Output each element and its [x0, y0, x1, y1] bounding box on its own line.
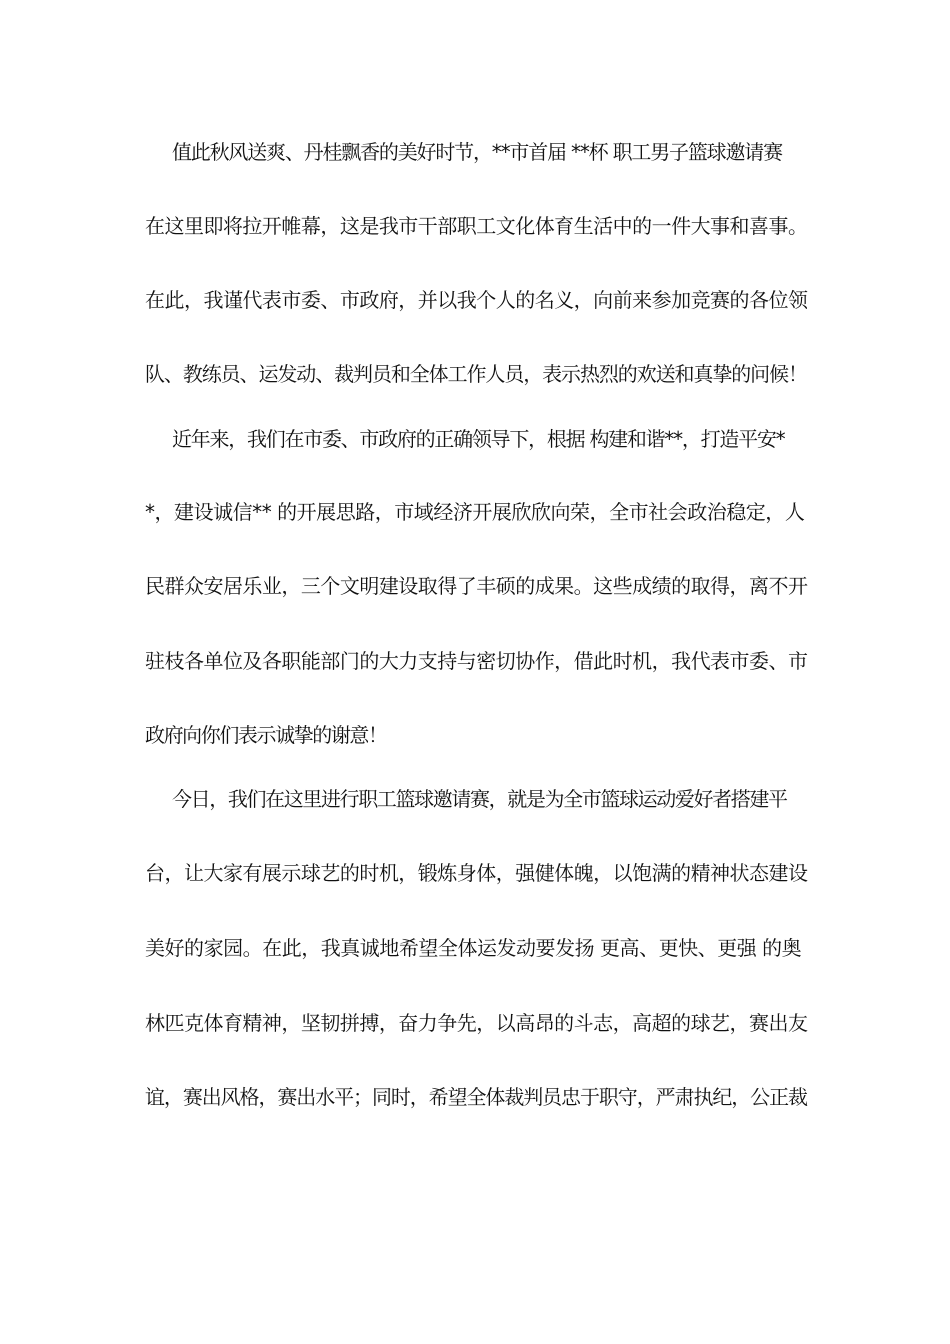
- paragraph-3-line-3: 美好的家园。在此，我真诚地希望全体运发动要发扬 更高、更快、更强 的奥: [145, 936, 802, 960]
- paragraph-3-line-5: 谊，赛出风格，赛出水平；同时，希望全体裁判员忠于职守，严肃执纪，公正裁: [145, 1085, 807, 1109]
- paragraph-3-line-4: 林匹克体育精神，坚韧拼搏，奋力争先，以高昂的斗志，高超的球艺，赛出友: [145, 1011, 808, 1035]
- paragraph-3-line-1: 今日，我们在这里进行职工篮球邀请赛，就是为全市篮球运动爱好者搭建平: [172, 787, 787, 811]
- paragraph-1-line-2: 在这里即将拉开帷幕，这是我市干部职工文化体育生活中的一件大事和喜事。: [145, 214, 808, 238]
- paragraph-3-line-2: 台，让大家有展示球艺的时机，锻炼身体，强健体魄，以饱满的精神状态建设: [145, 861, 808, 885]
- paragraph-2-line-5: 政府向你们表示诚挚的谢意！: [145, 723, 387, 747]
- paragraph-2-line-4: 驻枝各单位及各职能部门的大力支持与密切协作，借此时机，我代表市委、市: [145, 649, 808, 673]
- paragraph-2-line-2: *，建设诚信** 的开展思路，市域经济开展欣欣向荣，全市社会政治稳定，人: [145, 500, 805, 524]
- paragraph-1-line-3: 在此，我谨代表市委、市政府，并以我个人的名义，向前来参加竞赛的各位领: [145, 288, 808, 312]
- paragraph-2-line-1: 近年来，我们在市委、市政府的正确领导下，根据 构建和谐**，打造平安*: [172, 427, 785, 451]
- paragraph-2-line-3: 民群众安居乐业，三个文明建设取得了丰硕的成果。这些成绩的取得，离不开: [145, 574, 808, 598]
- paragraph-1-line-4: 队、教练员、运发动、裁判员和全体工作人员，表示热烈的欢送和真挚的问候！: [145, 362, 807, 386]
- paragraph-1-line-1: 值此秋风送爽、丹桂飘香的美好时节，**市首届 **杯 职工男子篮球邀请赛: [172, 140, 782, 164]
